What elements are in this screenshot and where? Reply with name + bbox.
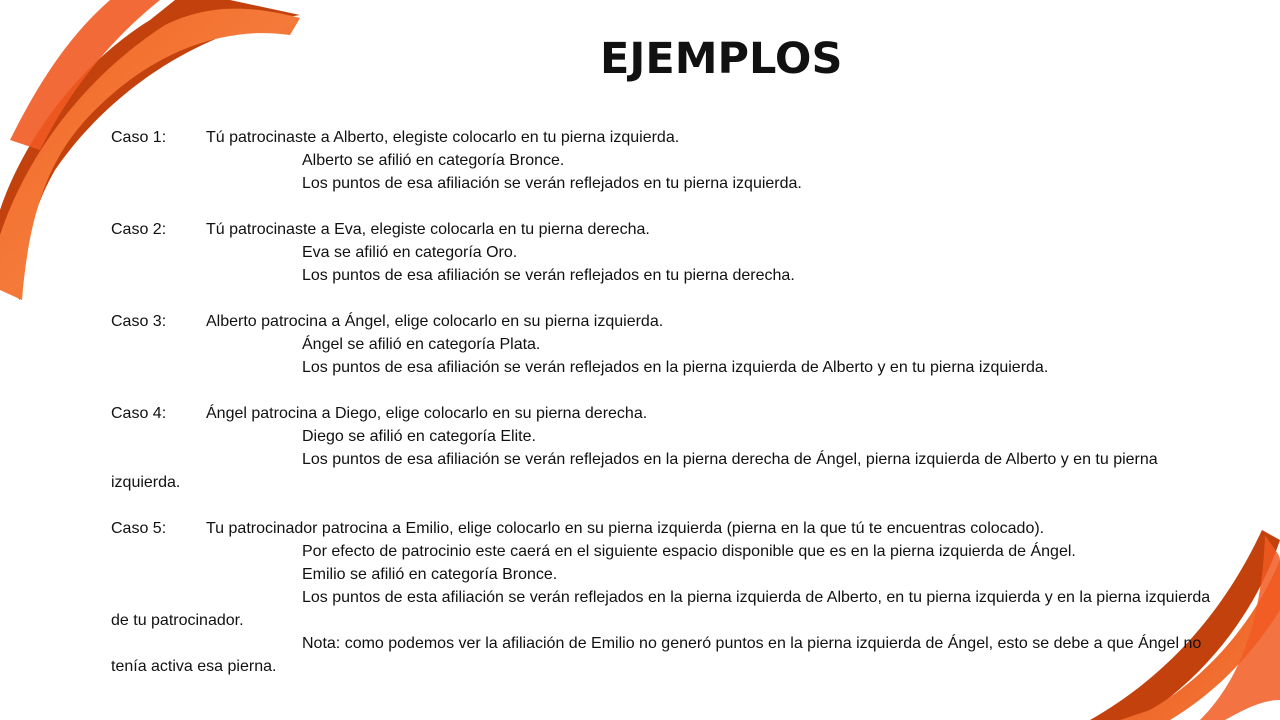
case-line: Los puntos de esa afiliación se verán reflejados en tu pierna izquierda. [302,175,802,192]
case-line: Los puntos de esa afiliación se verán reflejados en tu pierna derecha. [302,267,795,284]
case-2 [111,218,1226,287]
page-title: EJEMPLOS [600,34,843,84]
case-line: Nota: como podemos ver la afiliación de Emilio no generó puntos en la pierna izquierda de Ángel, esto se debe a que Ángel no tenía activa esa pierna. [111,635,1202,675]
case-label: Caso 1: [111,129,167,146]
case-label: Caso 2: [111,221,167,238]
examples-content [111,126,1226,678]
case-line: Emilio se afilió en categoría Bronce. [302,566,558,583]
case-label: Caso 3: [111,313,167,330]
case-label: Caso 4: [111,405,167,422]
case-line: Eva se afilió en categoría Oro. [302,244,518,261]
case-3 [111,310,1226,379]
case-line: Ángel se afilió en categoría Plata. [302,336,541,353]
case-head: Tú patrocinaste a Eva, elegiste colocarla en tu pierna derecha. [206,221,650,238]
case-head: Tú patrocinaste a Alberto, elegiste colocarlo en tu pierna izquierda. [206,129,680,146]
case-line: Por efecto de patrocinio este caerá en el siguiente espacio disponible que es en la pierna izquierda de Ángel. [302,543,1076,560]
case-line: Los puntos de esa afiliación se verán reflejados en la pierna derecha de Ángel, pierna izquierda de Alberto y en tu pierna izquierda. [111,451,1158,491]
case-label: Caso 5: [111,520,167,537]
case-1 [111,126,1226,195]
case-line: Los puntos de esa afiliación se verán reflejados en la pierna izquierda de Alberto y en tu pierna izquierda. [302,359,1049,376]
case-head: Tu patrocinador patrocina a Emilio, elige colocarlo en su pierna izquierda (pierna en la que tú te encuentras colocado). [206,520,1045,537]
case-line: Diego se afilió en categoría Elite. [302,428,536,445]
case-4 [111,402,1226,494]
case-5 [111,517,1226,678]
case-line: Alberto se afilió en categoría Bronce. [302,152,565,169]
case-line: Los puntos de esta afiliación se verán reflejados en la pierna izquierda de Alberto, en tu pierna izquierda y en la pierna izquierda de tu patrocinador. [111,589,1211,629]
title-area [0,30,1280,90]
case-head: Ángel patrocina a Diego, elige colocarlo en su pierna derecha. [206,405,648,422]
case-head: Alberto patrocina a Ángel, elige colocarlo en su pierna izquierda. [206,313,664,330]
